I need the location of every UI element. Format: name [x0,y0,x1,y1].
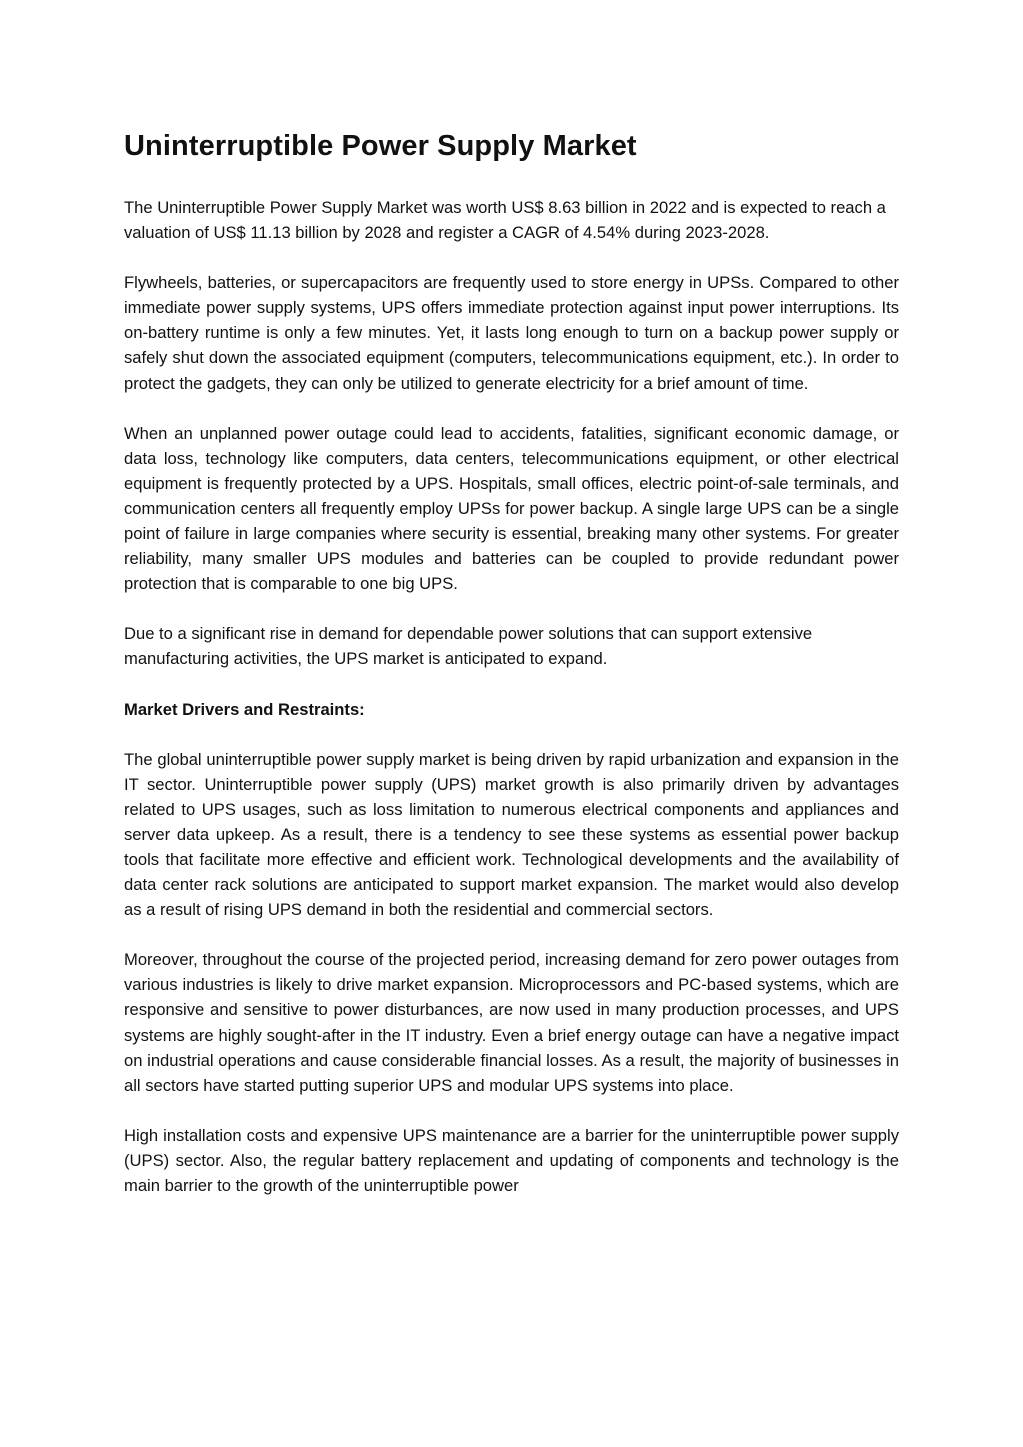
paragraph-ups-usage: When an unplanned power outage could lead to accidents, fatalities, significant economic damage, or data loss, technology like computers, data centers, telecommunications equipment, or other electrical equipment is frequently protected by a UPS. Hospitals, small offices, electric point-of-sale terminals, and communication centers all frequently employ UPSs for power backup. A single large UPS can be a single point of failure in large companies where security is essential, breaking many other systems. For greater reliability, many smaller UPS modules and batteries can be coupled to provide redundant power protection that is comparable to one big UPS. [124,423,899,594]
paragraph-zero-outage-demand: Moreover, throughout the course of the projected period, increasing demand for zero power outages from various industries is likely to drive market expansion. Microprocessors and PC-based systems, which are responsive and sensitive to power disturbances, are now used in many production processes, and UPS systems are highly sought-after in the IT industry. Even a brief energy outage can have a negative impact on industrial operations and cause considerable financial losses. As a result, the majority of businesses in all sectors have started putting superior UPS and modular UPS systems into place. [124,950,899,1095]
paragraph-demand-rise: Due to a significant rise in demand for dependable power solutions that can support extensive manufacturing activities, the UPS market is anticipated to expand. [124,624,813,669]
paragraph-market-size: The Uninterruptible Power Supply Market was worth US$ 8.63 billion in 2022 and is expected to reach a valuation of US$ 11.13 billion by 2028 and register a CAGR of 4.54% during 2023-2028. [124,198,886,243]
paragraph-restraints: High installation costs and expensive UPS maintenance are a barrier for the uninterruptible power supply (UPS) sector. Also, the regular battery replacement and updating of components and technology is the main barrier to the growth of the uninterruptible power [124,1125,899,1195]
document-page [124,126,899,1223]
paragraph-market-drivers: The global uninterruptible power supply market is being driven by rapid urbanization and expansion in the IT sector. Uninterruptible power supply (UPS) market growth is also primarily driven by advantages related to UPS usages, such as loss limitation to numerous electrical components and appliances and server data upkeep. As a result, there is a tendency to see these systems as essential power backup tools that facilitate more effective and efficient work. Technological developments and the availability of data center rack solutions are anticipated to support market expansion. The market would also develop as a result of rising UPS demand in both the residential and commercial sectors. [124,749,899,920]
document-title: Uninterruptible Power Supply Market [124,130,637,162]
paragraph-energy-storage: Flywheels, batteries, or supercapacitors are frequently used to store energy in UPSs. Compared to other immediate power supply systems, UPS offers immediate protection against input power interruptions. Its on-battery runtime is only a few minutes. Yet, it lasts long enough to turn on a backup power supply or safely shut down the associated equipment (computers, telecommunications equipment, etc.). In order to protect the gadgets, they can only be utilized to generate electricity for a brief amount of time. [124,273,899,393]
section-heading-drivers-restraints: Market Drivers and Restraints: [124,699,365,719]
